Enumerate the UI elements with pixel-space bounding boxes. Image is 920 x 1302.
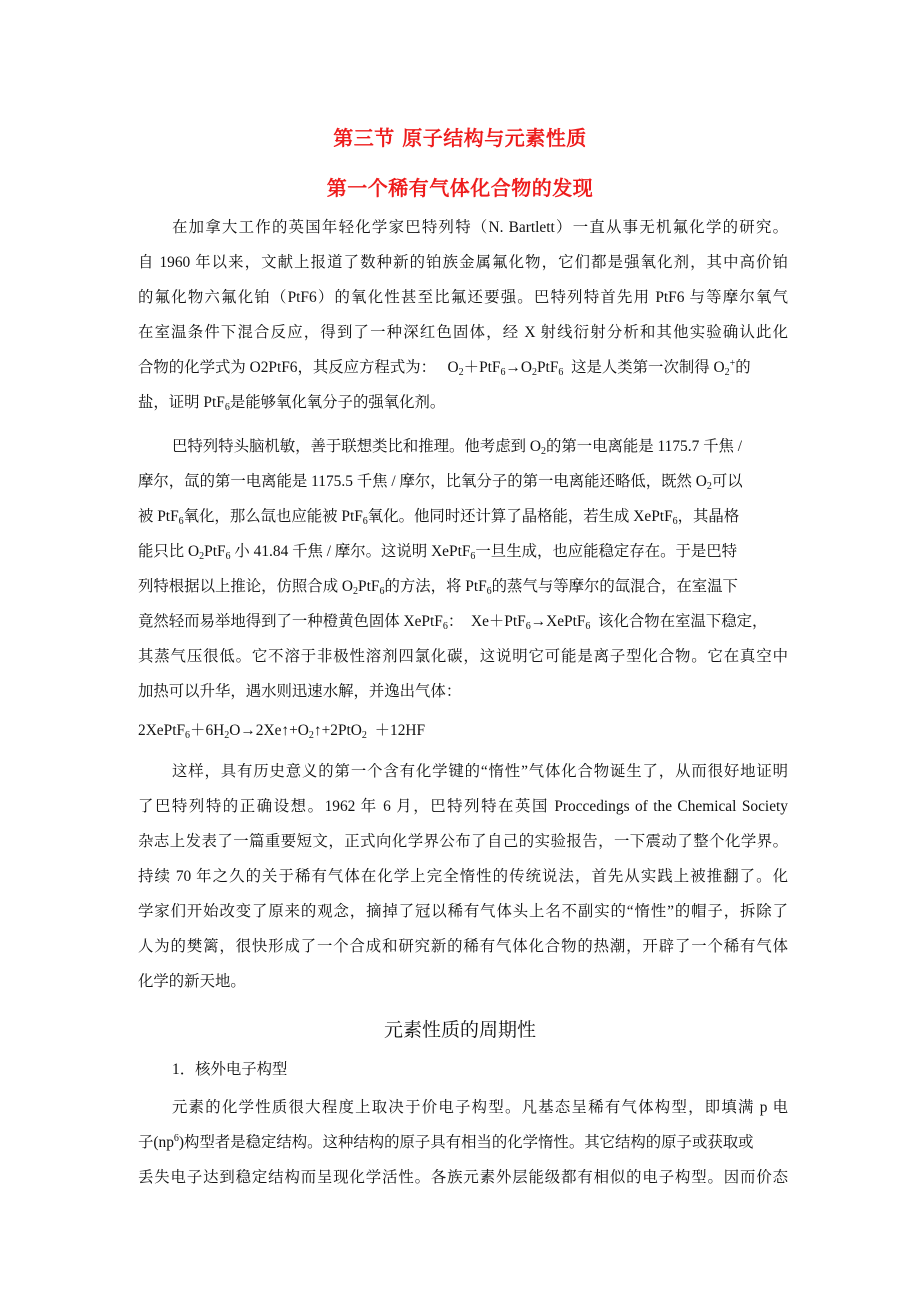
paragraph-line: 巴特列特头脑机敏，善于联想类比和推理。他考虑到 $O_2$的第一电离能是 1175.7 千焦 / xyxy=(172,438,743,457)
paragraph-line: 其蒸气压很低。它不溶于非极性溶剂四氯化碳，这说明它可能是离子型化合物。它在真空中 xyxy=(138,648,788,665)
paragraph-line: 在加拿大工作的英国年轻化学家巴特列特（N. Bartlett）一直从事无机氟化学的研究。 xyxy=(172,219,788,236)
equation-xe-ptf6: Xe＋PtF$_6$→XePtF$_6$ xyxy=(470,613,591,632)
paragraph-line: 持续 70 年之久的关于稀有气体在化学上完全惰性的传统说法，首先从实践上被推翻了。化 xyxy=(138,868,788,885)
paragraph-line: 丢失电子达到稳定结构而呈现化学活性。各族元素外层能级都有相似的电子构型。因而价态 xyxy=(138,1169,788,1186)
chapter-title: 第三节 原子结构与元素性质 xyxy=(333,126,587,150)
paragraph-line: 自 1960 年以来，文献上报道了数种新的铂族金属氟化物，它们都是强氧化剂，其中高价铂 xyxy=(138,254,788,271)
paragraph-line: 的氟化物六氟化铂（PtF6）的氧化性甚至比氟还要强。巴特列特首先用 PtF6 与等摩尔氧气 xyxy=(138,289,788,306)
paragraph-line: 能只比 $O_2PtF_6$ 小 41.84 千焦 / 摩尔。这说明 XePtF$_6$一旦生成，也应能稳定存在。于是巴特 xyxy=(138,543,738,562)
paragraph-line: 加热可以升华，遇水则迅速水解，并逸出气体： xyxy=(138,683,462,700)
paragraph-line: 被 PtF$_6$氧化，那么氙也应能被 PtF$_6$氧化。他同时还计算了晶格能，若生成 XePtF$_6$，其晶格 xyxy=(138,508,740,527)
subsection-heading: 1．核外电子构型 xyxy=(172,1061,288,1078)
paragraph-line: 化学的新天地。 xyxy=(138,973,246,990)
article-title: 第一个稀有气体化合物的发现 xyxy=(326,176,594,200)
section-heading: 元素性质的周期性 xyxy=(383,1019,536,1041)
paragraph-line: 学家们开始改变了原来的观念，摘掉了冠以稀有气体头上名不副实的“惰性”的帽子，拆除了 xyxy=(138,903,788,920)
paragraph-line-with-equation: 合物的化学式为 O2PtF6，其反应方程式为： $O_2+PtF_6\to O_2PtF_6$ 这是人类第一次制得 $O_2^+$的 xyxy=(138,358,751,378)
paragraph-line: 杂志上发表了一篇重要短文，正式向化学界公布了自己的实验报告，一下震动了整个化学界。 xyxy=(138,833,788,850)
equation-hydrolysis: $2XePtF_6+6H_2O\to 2Xe↑+O_2↑+2PtO_2 +12HF$ xyxy=(138,722,426,741)
paragraph-line: 摩尔，氙的第一电离能是 1175.5 千焦 / 摩尔，比氧分子的第一电离能还略低，既然 $O_2$可以 xyxy=(138,473,743,492)
paragraph-line: 在室温条件下混合反应，得到了一种深红色固体，经 X 射线衍射分析和其他实验确认此化 xyxy=(138,324,788,341)
paragraph-line: 了巴特列特的正确设想。1962 年 6 月，巴特列特在英国 Proccedings of the Chemical Society xyxy=(138,798,788,815)
equation-o2-ptf6: $O_2+PtF_6\to O_2PtF_6$ xyxy=(447,359,564,378)
paragraph-line-with-equation: 竟然轻而易举地得到了一种橙黄色固体 XePtF$_6$： Xe＋PtF$_6$→XePtF$_6$ 该化合物在室温下稳定， xyxy=(138,613,768,632)
paragraph-line: 子$(np^6)$构型者是稳定结构。这种结构的原子具有相当的化学惰性。其它结构的原子或获取或 xyxy=(138,1133,754,1151)
paragraph-line: 人为的樊篱，很快形成了一个合成和研究新的稀有气体化合物的热潮，开辟了一个稀有气体 xyxy=(138,938,788,955)
paragraph-line: 盐，证明 PtF$_6$是能够氧化氧分子的强氧化剂。 xyxy=(138,394,446,413)
paragraph-line: 这样，具有历史意义的第一个含有化学键的“惰性”气体化合物诞生了，从而很好地证明 xyxy=(172,763,788,780)
paragraph-line: 列特根据以上推论，仿照合成 $O_2PtF_6$的方法，将 PtF$_6$的蒸气与等摩尔的氙混合，在室温下 xyxy=(138,578,738,597)
paragraph-line: 元素的化学性质很大程度上取决于价电子构型。凡基态呈稀有气体构型，即填满 p 电 xyxy=(172,1099,788,1116)
